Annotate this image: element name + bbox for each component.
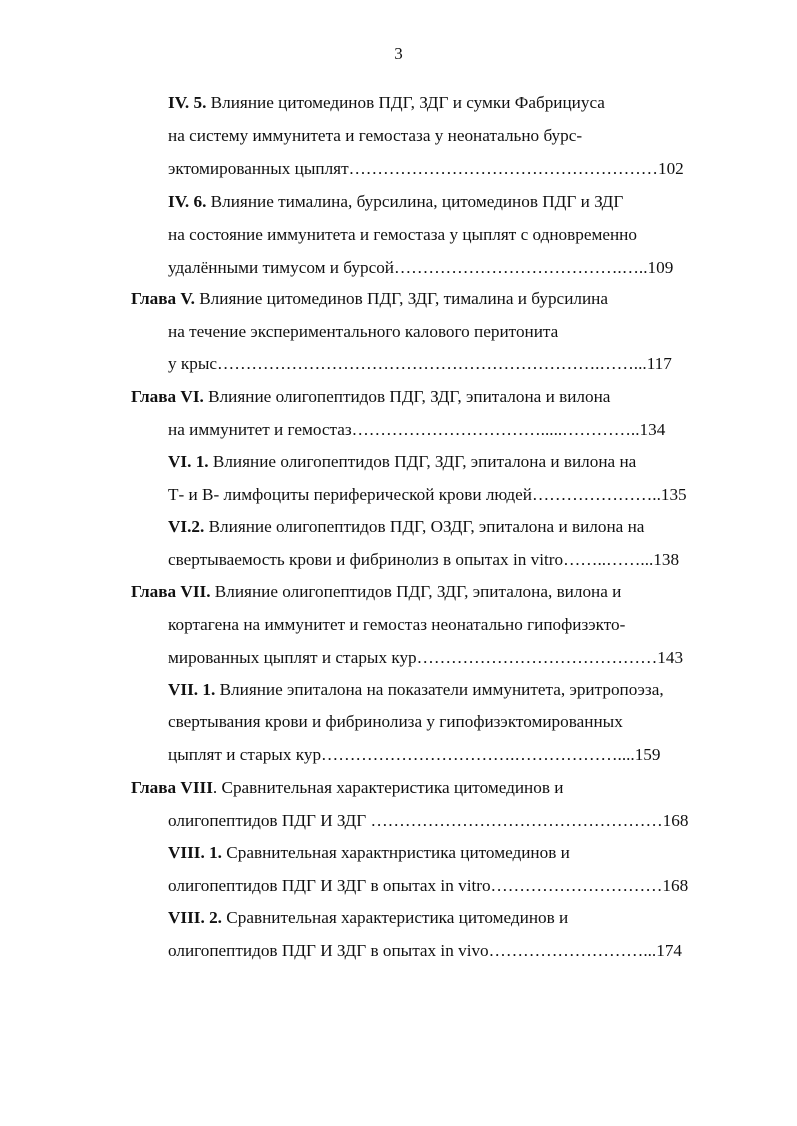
toc-text: Влияние цитомединов ПДГ, ЗДГ и сумки Фабрициуса <box>206 93 605 112</box>
toc-line <box>168 842 570 864</box>
toc-label: VI.2. <box>168 517 205 536</box>
toc-line <box>168 810 688 832</box>
toc-line <box>131 386 610 408</box>
toc-label: IV. 5. <box>168 93 207 112</box>
toc-text: Влияние тималина, бурсилина, цитомединов ПДГ и ЗДГ <box>206 192 624 211</box>
toc-label: Глава VI. <box>131 387 204 406</box>
toc-label: VII. 1. <box>168 680 216 699</box>
toc-text: эктомированных цыплят………………………………………………102 <box>168 159 684 178</box>
toc-line <box>168 516 644 538</box>
toc-line <box>168 451 636 473</box>
toc-text: Влияние цитомединов ПДГ, ЗДГ, тималина и бурсилина <box>194 289 608 308</box>
toc-line <box>168 711 623 733</box>
toc-line <box>131 581 621 603</box>
toc-text: олигопептидов ПДГ И ЗДГ в опытах in vivo………………………...174 <box>168 941 683 960</box>
toc-text: олигопептидов ПДГ И ЗДГ в опытах in vitro…………………………168 <box>168 876 689 895</box>
toc-line <box>168 224 637 246</box>
toc-line <box>168 125 582 147</box>
toc-label: VI. 1. <box>168 452 209 471</box>
toc-line <box>168 321 558 343</box>
toc-text: на иммунитет и гемостаз…………………………….....…………..134 <box>168 420 666 439</box>
toc-text: . Сравнительная характеристика цитомединов и <box>212 778 564 797</box>
page-number: 3 <box>394 44 403 63</box>
toc-line <box>168 679 664 701</box>
toc-text: Сравнительная характнристика цитомединов и <box>221 843 570 862</box>
toc-text: удалёнными тимусом и бурсой………………………………….…..109 <box>168 258 674 277</box>
toc-label: VIII. 2. <box>168 908 222 927</box>
toc-text: кортагена на иммунитет и гемостаз неонатально гипофизэкто- <box>168 615 626 634</box>
toc-text: Влияние олигопептидов ПДГ, ОЗДГ, эпиталона и вилона на <box>204 517 645 536</box>
toc-text: свертывания крови и фибринолиза у гипофизэктомированных <box>168 712 623 731</box>
toc-line <box>131 288 608 310</box>
toc-text: на систему иммунитета и гемостаза у неонатально бурс- <box>168 126 583 145</box>
toc-text: Сравнительная характеристика цитомединов и <box>221 908 569 927</box>
toc-line <box>168 92 605 114</box>
toc-line <box>168 647 683 669</box>
toc-line <box>168 614 625 636</box>
toc-text: у крыс………………………………………………………….……...117 <box>168 354 672 373</box>
toc-text: свертываемость крови и фибринолиз в опытах in vitro……..……...138 <box>168 550 680 569</box>
toc-text: мированных цыплят и старых кур……………………………………143 <box>168 648 684 667</box>
toc-line <box>168 257 673 279</box>
toc-text: на течение экспериментального калового перитонита <box>168 322 559 341</box>
toc-line <box>168 158 684 180</box>
toc-line <box>168 940 682 962</box>
toc-label: Глава VII. <box>131 582 211 601</box>
toc-line <box>168 875 688 897</box>
toc-text: Влияние эпиталона на показатели иммунитета, эритропоэза, <box>215 680 664 699</box>
toc-label: Глава VIII <box>131 778 213 797</box>
toc-text: Влияние олигопептидов ПДГ, ЗДГ, эпиталона и вилона <box>203 387 611 406</box>
toc-text: Т- и В- лимфоциты периферической крови людей…………………..135 <box>168 485 687 504</box>
toc-label: VIII. 1. <box>168 843 222 862</box>
toc-text: олигопептидов ПДГ И ЗДГ ……………………………………………168 <box>168 811 689 830</box>
toc-text: цыплят и старых кур…………………………….………………....159 <box>168 745 661 764</box>
toc-line <box>168 549 679 571</box>
toc-line <box>131 777 563 799</box>
toc-label: Глава V. <box>131 289 195 308</box>
toc-line <box>168 419 665 441</box>
toc-text: Влияние олигопептидов ПДГ, ЗДГ, эпиталона и вилона на <box>208 452 637 471</box>
toc-line <box>168 484 687 506</box>
toc-line <box>168 191 623 213</box>
toc-line <box>168 907 568 929</box>
toc-text: на состояние иммунитета и гемостаза у цыплят с одновременно <box>168 225 637 244</box>
toc-line <box>168 744 661 766</box>
toc-label: IV. 6. <box>168 192 207 211</box>
toc-line <box>168 353 672 375</box>
toc-text: Влияние олигопептидов ПДГ, ЗДГ, эпиталона, вилона и <box>210 582 622 601</box>
